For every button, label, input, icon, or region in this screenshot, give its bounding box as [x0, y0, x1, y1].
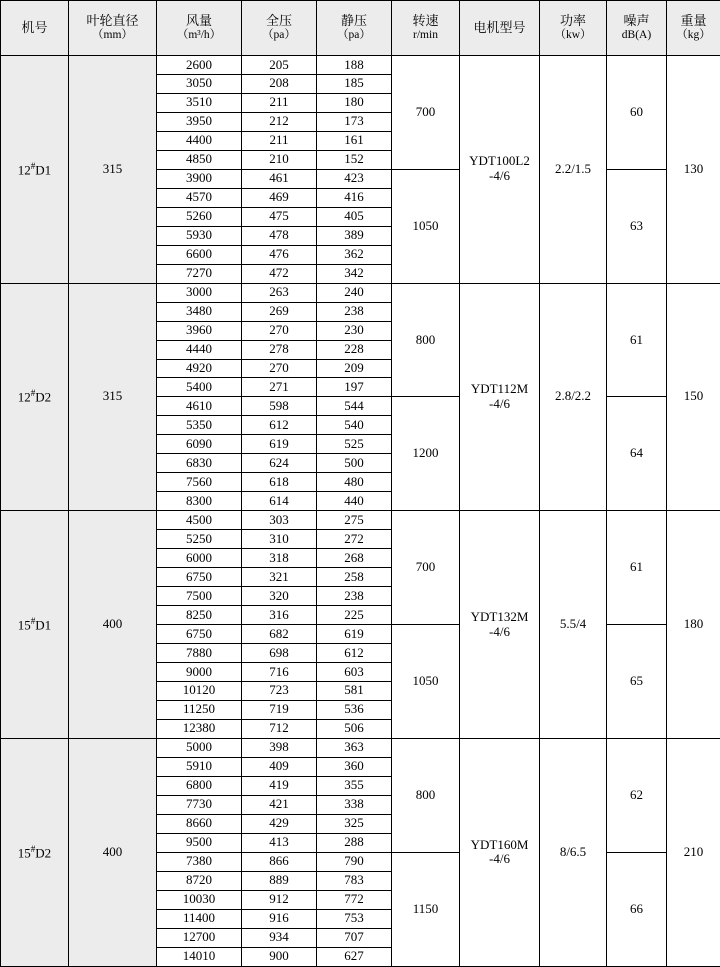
- cell-static-pressure: 173: [317, 112, 392, 131]
- column-header-noise: [607, 1, 667, 56]
- column-header-line1: 功率: [559, 12, 586, 28]
- cell-model: [1, 511, 69, 739]
- cell-total-pressure: 212: [242, 112, 317, 131]
- cell-static-pressure: 619: [317, 625, 392, 644]
- column-header-line2: （pa）: [337, 28, 371, 41]
- cell-weight: 210: [667, 738, 720, 966]
- column-header-line1: 噪声: [623, 12, 650, 28]
- cell-static-pressure: 342: [317, 264, 392, 283]
- cell-total-pressure: 478: [242, 226, 317, 245]
- cell-airflow: 7270: [157, 264, 242, 283]
- cell-total-pressure: 619: [242, 435, 317, 454]
- cell-static-pressure: 506: [317, 719, 392, 738]
- cell-static-pressure: 783: [317, 871, 392, 890]
- cell-total-pressure: 475: [242, 207, 317, 226]
- cell-static-pressure: 416: [317, 188, 392, 207]
- cell-total-pressure: 316: [242, 606, 317, 625]
- model-number: 12: [17, 162, 31, 177]
- column-header-weight: [667, 1, 720, 56]
- cell-static-pressure: 627: [317, 947, 392, 966]
- cell-total-pressure: 211: [242, 131, 317, 150]
- cell-total-pressure: 618: [242, 473, 317, 492]
- cell-airflow: 9500: [157, 833, 242, 852]
- table-row: [1, 56, 720, 75]
- cell-total-pressure: 900: [242, 947, 317, 966]
- cell-total-pressure: 472: [242, 264, 317, 283]
- cell-airflow: 8300: [157, 492, 242, 511]
- cell-airflow: 4500: [157, 511, 242, 530]
- cell-airflow: 10030: [157, 890, 242, 909]
- cell-airflow: 12380: [157, 719, 242, 738]
- column-header-line2: （pa）: [262, 28, 296, 41]
- cell-airflow: 14010: [157, 947, 242, 966]
- cell-airflow: 3480: [157, 302, 242, 321]
- cell-static-pressure: 180: [317, 93, 392, 112]
- motor-model-line2: -4/6: [489, 395, 510, 411]
- cell-model: [1, 283, 69, 511]
- cell-airflow: 6090: [157, 435, 242, 454]
- cell-airflow: 3900: [157, 169, 242, 188]
- cell-rotation-speed: 1050: [392, 169, 460, 283]
- cell-airflow: 12700: [157, 928, 242, 947]
- column-header-static-pressure: [317, 1, 392, 56]
- cell-noise: 63: [607, 169, 667, 283]
- column-header-model: [1, 1, 69, 56]
- cell-airflow: 5000: [157, 738, 242, 757]
- cell-total-pressure: 320: [242, 587, 317, 606]
- cell-total-pressure: 889: [242, 871, 317, 890]
- cell-total-pressure: 624: [242, 454, 317, 473]
- cell-total-pressure: 469: [242, 188, 317, 207]
- cell-total-pressure: 934: [242, 928, 317, 947]
- cell-static-pressure: 209: [317, 359, 392, 378]
- cell-static-pressure: 389: [317, 226, 392, 245]
- cell-static-pressure: 423: [317, 169, 392, 188]
- cell-total-pressure: 321: [242, 568, 317, 587]
- motor-model-line2: -4/6: [489, 168, 510, 184]
- cell-airflow: 3000: [157, 283, 242, 302]
- column-header-power: [540, 1, 607, 56]
- column-header-line2: （kw）: [554, 28, 592, 41]
- column-header-line1: 叶轮直径: [86, 12, 139, 28]
- cell-total-pressure: 912: [242, 890, 317, 909]
- cell-static-pressure: 355: [317, 776, 392, 795]
- model-suffix: D1: [35, 617, 52, 633]
- model-number: 15: [17, 845, 31, 861]
- model-suffix: D2: [35, 389, 52, 405]
- column-header-line1: 静压: [340, 12, 367, 28]
- cell-static-pressure: 338: [317, 795, 392, 814]
- cell-total-pressure: 716: [242, 663, 317, 682]
- cell-airflow: 3950: [157, 112, 242, 131]
- cell-airflow: 8250: [157, 606, 242, 625]
- column-header-line1: 机号: [21, 19, 48, 35]
- cell-airflow: 4610: [157, 397, 242, 416]
- model-suffix: D2: [35, 845, 52, 861]
- model-superscript: #: [30, 843, 36, 854]
- cell-airflow: 4850: [157, 150, 242, 169]
- cell-static-pressure: 753: [317, 909, 392, 928]
- cell-weight: 180: [667, 511, 720, 739]
- motor-model-line1: YDT160M: [470, 836, 529, 852]
- cell-weight: 150: [667, 283, 720, 511]
- cell-static-pressure: 581: [317, 681, 392, 700]
- table-header: [1, 1, 720, 56]
- cell-static-pressure: 707: [317, 928, 392, 947]
- header-row: [1, 1, 720, 56]
- table-body: [1, 56, 720, 967]
- cell-static-pressure: 272: [317, 530, 392, 549]
- cell-motor-model: [460, 283, 540, 511]
- cell-total-pressure: 318: [242, 549, 317, 568]
- cell-static-pressure: 240: [317, 283, 392, 302]
- cell-total-pressure: 682: [242, 625, 317, 644]
- cell-rotation-speed: 1200: [392, 397, 460, 511]
- cell-impeller-diameter: 400: [69, 511, 157, 739]
- cell-airflow: 8660: [157, 814, 242, 833]
- cell-total-pressure: 723: [242, 681, 317, 700]
- cell-static-pressure: 188: [317, 56, 392, 75]
- cell-total-pressure: 712: [242, 719, 317, 738]
- cell-static-pressure: 790: [317, 852, 392, 871]
- column-header-line1: 风量: [185, 12, 212, 28]
- model-superscript: #: [30, 160, 36, 171]
- cell-airflow: 5260: [157, 207, 242, 226]
- cell-airflow: 4440: [157, 340, 242, 359]
- column-header-motor-model: [460, 1, 540, 56]
- cell-airflow: 2600: [157, 56, 242, 75]
- cell-total-pressure: 698: [242, 644, 317, 663]
- cell-model: [1, 56, 69, 284]
- cell-airflow: 6750: [157, 625, 242, 644]
- cell-airflow: 4400: [157, 131, 242, 150]
- cell-rotation-speed: 1050: [392, 625, 460, 739]
- cell-power: 8/6.5: [540, 738, 607, 966]
- cell-airflow: 11250: [157, 700, 242, 719]
- cell-airflow: 7500: [157, 587, 242, 606]
- model-number: 15: [17, 617, 31, 633]
- cell-motor-model: [460, 738, 540, 966]
- table-row: [1, 283, 720, 302]
- cell-airflow: 6800: [157, 776, 242, 795]
- cell-power: 2.8/2.2: [540, 283, 607, 511]
- model-superscript: #: [30, 388, 36, 399]
- cell-total-pressure: 211: [242, 93, 317, 112]
- cell-static-pressure: 500: [317, 454, 392, 473]
- cell-static-pressure: 405: [317, 207, 392, 226]
- cell-noise: 65: [607, 625, 667, 739]
- cell-total-pressure: 419: [242, 776, 317, 795]
- cell-noise: 66: [607, 852, 667, 966]
- cell-total-pressure: 278: [242, 340, 317, 359]
- cell-airflow: 9000: [157, 663, 242, 682]
- table-row: [1, 511, 720, 530]
- column-header-line1: 电机型号: [473, 19, 526, 35]
- motor-model-line1: YDT112M: [470, 381, 529, 396]
- cell-total-pressure: 210: [242, 150, 317, 169]
- cell-static-pressure: 612: [317, 644, 392, 663]
- cell-airflow: 4920: [157, 359, 242, 378]
- cell-model: [1, 738, 69, 966]
- cell-total-pressure: 719: [242, 700, 317, 719]
- cell-airflow: 7560: [157, 473, 242, 492]
- cell-impeller-diameter: 400: [69, 738, 157, 966]
- cell-total-pressure: 461: [242, 169, 317, 188]
- cell-total-pressure: 598: [242, 397, 317, 416]
- model-superscript: #: [30, 615, 36, 626]
- cell-static-pressure: 228: [317, 340, 392, 359]
- cell-power: 2.2/1.5: [540, 56, 607, 284]
- cell-weight: 130: [667, 56, 720, 284]
- cell-airflow: 5930: [157, 226, 242, 245]
- cell-motor-model: [460, 56, 540, 284]
- cell-impeller-diameter: 315: [69, 283, 157, 511]
- table-row: [1, 738, 720, 757]
- cell-static-pressure: 480: [317, 473, 392, 492]
- cell-total-pressure: 270: [242, 321, 317, 340]
- column-header-line1: 重量: [680, 12, 707, 28]
- cell-total-pressure: 476: [242, 245, 317, 264]
- cell-static-pressure: 362: [317, 245, 392, 264]
- cell-static-pressure: 363: [317, 738, 392, 757]
- cell-total-pressure: 614: [242, 492, 317, 511]
- cell-airflow: 6000: [157, 549, 242, 568]
- cell-total-pressure: 429: [242, 814, 317, 833]
- cell-static-pressure: 238: [317, 587, 392, 606]
- cell-noise: 61: [607, 511, 667, 625]
- column-header-diameter: [69, 1, 157, 56]
- column-header-line2: （kg）: [676, 28, 711, 41]
- cell-power: 5.5/4: [540, 511, 607, 739]
- cell-airflow: 6750: [157, 568, 242, 587]
- cell-static-pressure: 536: [317, 700, 392, 719]
- column-header-line2: （mm）: [92, 28, 133, 41]
- cell-airflow: 10120: [157, 681, 242, 700]
- cell-rotation-speed: 700: [392, 511, 460, 625]
- column-header-line2: dB(A): [621, 28, 652, 41]
- cell-total-pressure: 866: [242, 852, 317, 871]
- cell-airflow: 5250: [157, 530, 242, 549]
- cell-total-pressure: 269: [242, 302, 317, 321]
- cell-airflow: 4570: [157, 188, 242, 207]
- cell-total-pressure: 208: [242, 74, 317, 93]
- cell-noise: 60: [607, 56, 667, 170]
- cell-static-pressure: 268: [317, 549, 392, 568]
- cell-airflow: 6600: [157, 245, 242, 264]
- cell-total-pressure: 263: [242, 283, 317, 302]
- column-header-line2: r/min: [413, 28, 438, 41]
- cell-airflow: 11400: [157, 909, 242, 928]
- column-header-line1: 全压: [265, 12, 292, 28]
- cell-static-pressure: 230: [317, 321, 392, 340]
- cell-static-pressure: 772: [317, 890, 392, 909]
- cell-airflow: 7380: [157, 852, 242, 871]
- cell-static-pressure: 185: [317, 74, 392, 93]
- cell-total-pressure: 413: [242, 833, 317, 852]
- cell-static-pressure: 258: [317, 568, 392, 587]
- cell-impeller-diameter: 315: [69, 56, 157, 284]
- cell-airflow: 6830: [157, 454, 242, 473]
- cell-static-pressure: 544: [317, 397, 392, 416]
- cell-total-pressure: 916: [242, 909, 317, 928]
- cell-total-pressure: 205: [242, 56, 317, 75]
- cell-airflow: 5400: [157, 378, 242, 397]
- cell-rotation-speed: 800: [392, 738, 460, 852]
- cell-static-pressure: 197: [317, 378, 392, 397]
- motor-model-line1: YDT132M: [470, 608, 529, 624]
- model-number: 12: [17, 389, 31, 405]
- cell-noise: 62: [607, 738, 667, 852]
- cell-total-pressure: 271: [242, 378, 317, 397]
- cell-static-pressure: 288: [317, 833, 392, 852]
- cell-static-pressure: 525: [317, 435, 392, 454]
- cell-noise: 64: [607, 397, 667, 511]
- cell-motor-model: [460, 511, 540, 739]
- cell-total-pressure: 612: [242, 416, 317, 435]
- model-suffix: D1: [35, 162, 52, 177]
- cell-total-pressure: 398: [242, 738, 317, 757]
- motor-model-line2: -4/6: [489, 851, 510, 867]
- cell-static-pressure: 325: [317, 814, 392, 833]
- cell-static-pressure: 238: [317, 302, 392, 321]
- cell-total-pressure: 409: [242, 757, 317, 776]
- cell-airflow: 5910: [157, 757, 242, 776]
- cell-airflow: 3960: [157, 321, 242, 340]
- cell-static-pressure: 225: [317, 606, 392, 625]
- cell-static-pressure: 275: [317, 511, 392, 530]
- cell-airflow: 3050: [157, 74, 242, 93]
- column-header-total-pressure: [242, 1, 317, 56]
- cell-total-pressure: 270: [242, 359, 317, 378]
- cell-rotation-speed: 700: [392, 56, 460, 170]
- cell-static-pressure: 440: [317, 492, 392, 511]
- cell-total-pressure: 303: [242, 511, 317, 530]
- cell-airflow: 5350: [157, 416, 242, 435]
- column-header-line2: （m³/h）: [176, 28, 222, 41]
- column-header-rpm: [392, 1, 460, 56]
- cell-noise: 61: [607, 283, 667, 397]
- cell-static-pressure: 540: [317, 416, 392, 435]
- cell-total-pressure: 310: [242, 530, 317, 549]
- motor-model-line1: YDT100L2: [469, 153, 530, 169]
- cell-rotation-speed: 800: [392, 283, 460, 397]
- cell-airflow: 7880: [157, 644, 242, 663]
- cell-static-pressure: 152: [317, 150, 392, 169]
- cell-static-pressure: 603: [317, 663, 392, 682]
- cell-airflow: 8720: [157, 871, 242, 890]
- cell-rotation-speed: 1150: [392, 852, 460, 966]
- motor-model-line2: -4/6: [489, 623, 510, 639]
- column-header-line1: 转速: [412, 12, 439, 28]
- cell-static-pressure: 161: [317, 131, 392, 150]
- cell-airflow: 3510: [157, 93, 242, 112]
- column-header-flow: [157, 1, 242, 56]
- cell-airflow: 7730: [157, 795, 242, 814]
- cell-total-pressure: 421: [242, 795, 317, 814]
- cell-static-pressure: 360: [317, 757, 392, 776]
